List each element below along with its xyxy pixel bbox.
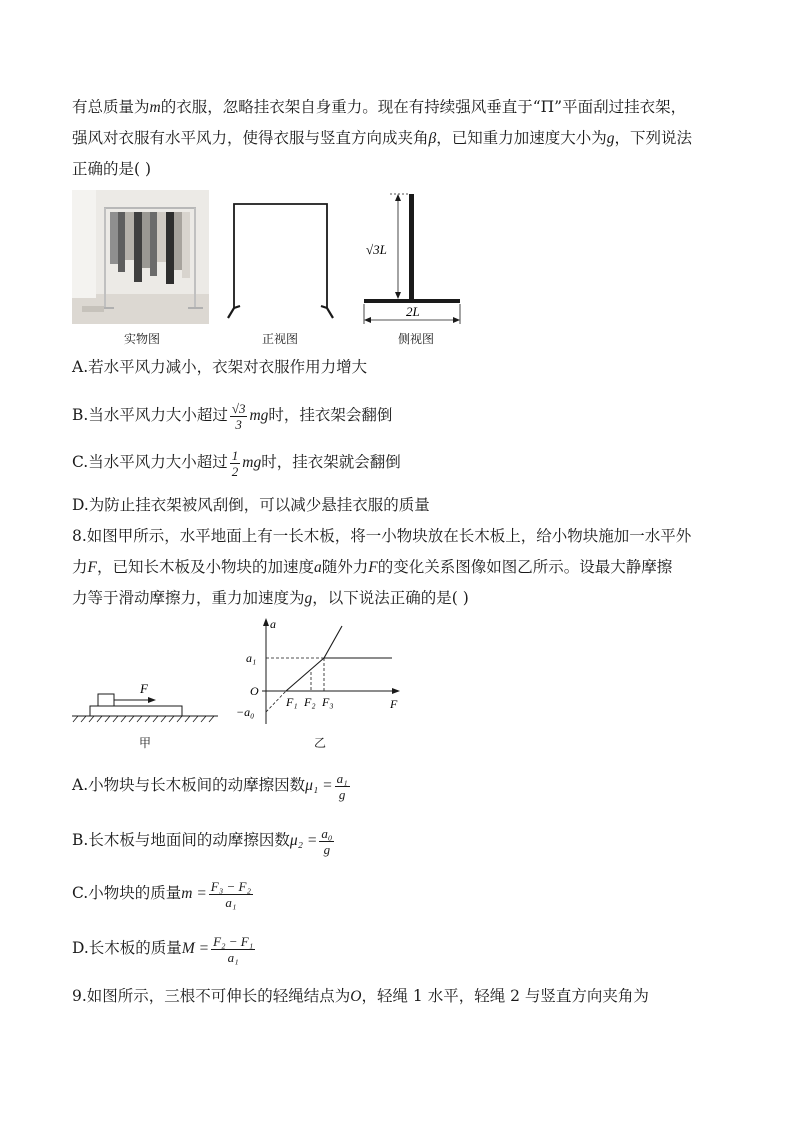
fraction: [319, 826, 334, 857]
math-g: g: [304, 590, 313, 607]
denominator: a₁: [227, 949, 239, 965]
width-label: 2L: [406, 304, 420, 319]
tick-F3: F₃: [322, 695, 334, 709]
block-on-board-diagram: [72, 676, 218, 724]
acceleration-force-graph: [232, 614, 410, 726]
front-view-diagram: [224, 196, 336, 326]
q7-option-a: A.若水平风力减小，衣架对衣服作用力增大: [72, 358, 368, 376]
math-mg: mg: [249, 407, 269, 424]
q8-stem-line-3: [72, 588, 469, 609]
numerator: F₃ − F₂: [210, 878, 251, 894]
text: 力: [72, 558, 88, 576]
q8-option-c: [72, 878, 255, 910]
math-beta: β: [428, 130, 437, 147]
denominator: 2: [231, 463, 239, 479]
text: C.小物块的质量: [72, 884, 182, 902]
axis-label-a: a: [270, 617, 276, 631]
tick-F1: F₁: [286, 695, 298, 709]
text: ，已知长木板及小物块的加速度: [96, 558, 314, 576]
math-mu1: μ₁ =: [305, 777, 333, 794]
caption-front-view: 正视图: [261, 332, 298, 346]
text: A.小物块与长木板间的动摩擦因数: [72, 776, 306, 794]
q7-stem-line-2: [72, 128, 692, 149]
caption-photo: 实物图: [123, 332, 160, 346]
numerator: 1: [231, 447, 239, 463]
math-mg: mg: [242, 454, 262, 471]
math-g: g: [606, 130, 615, 147]
q7-option-d: D.为防止挂衣架被风刮倒，可以减少悬挂衣服的质量: [72, 496, 430, 514]
side-view-diagram: [362, 190, 468, 328]
fraction: [209, 879, 253, 910]
caption-side-view: 侧视图: [397, 332, 434, 346]
caption-jia: 甲: [138, 736, 151, 750]
text: ，下列说法: [614, 129, 693, 147]
text: B.当水平风力大小超过: [72, 406, 228, 424]
text: 时，挂衣架会翻倒: [268, 406, 393, 424]
tick-F2: F₂: [304, 695, 316, 709]
math-M: M =: [181, 940, 210, 957]
q8-stem-line-2: [72, 557, 672, 578]
text: ，轻绳 1 水平，轻绳 2 与竖直方向夹角为: [361, 987, 649, 1005]
q8-option-d: [72, 933, 257, 965]
text: 时，挂衣架就会翻倒: [261, 453, 401, 471]
fraction: [230, 401, 248, 432]
text: 的变化关系图像如图乙所示。设最大静摩擦: [377, 558, 673, 576]
q7-option-c: [72, 447, 401, 479]
force-label: F: [140, 681, 148, 696]
text: ，以下说法正确的是( ): [312, 589, 469, 607]
text: 9.如图所示，三根不可伸长的轻绳结点为: [72, 987, 351, 1005]
q8-stem-line-1: 8.如图甲所示，水平地面上有一长木板，将一小物块放在长木板上，给小物块施加一水平外: [72, 527, 692, 545]
math-m: m =: [181, 885, 207, 902]
q9-stem-line-1: [72, 986, 649, 1007]
numerator: F₂ − F₁: [213, 933, 254, 949]
q8-option-b: [72, 825, 336, 857]
math-O: O: [350, 988, 362, 1005]
math-F: F: [87, 559, 97, 576]
denominator: g: [323, 841, 331, 857]
q7-option-b: [72, 400, 392, 432]
text: 有总质量为: [72, 98, 150, 116]
text: B.长木板与地面间的动摩擦因数: [72, 831, 290, 849]
text: 力等于滑动摩擦力，重力加速度为: [72, 589, 305, 607]
caption-yi: 乙: [313, 736, 326, 750]
tick-a1: a₁: [246, 651, 257, 665]
height-label: √3L: [366, 242, 387, 257]
denominator: a₁: [225, 894, 237, 910]
clothes-rack-photo: [72, 190, 209, 324]
text: 随外力: [321, 558, 369, 576]
tick-neg-a0: −a₀: [236, 705, 255, 719]
math-a: a: [314, 559, 322, 576]
fraction: [335, 771, 350, 802]
denominator: g: [338, 786, 346, 802]
text: D.长木板的质量: [72, 939, 182, 957]
numerator: √3: [231, 400, 246, 416]
fraction: [211, 934, 255, 965]
origin-label: O: [250, 684, 259, 698]
text: 强风对衣服有水平风力，使得衣服与竖直方向成夹角: [72, 129, 429, 147]
math-mu2: μ₂ =: [289, 832, 318, 849]
axis-label-F: F: [390, 697, 398, 711]
fraction: [230, 448, 241, 479]
q7-stem-line-1: [72, 97, 686, 118]
q7-stem-line-3: 正确的是( ): [72, 160, 152, 178]
text: 的衣服，忽略挂衣架自身重力。现在有持续强风垂直于“Π”平面刮过挂衣架，: [160, 98, 687, 116]
text: C.当水平风力大小超过: [72, 453, 228, 471]
math-m: m: [149, 99, 161, 116]
math-F: F: [368, 559, 378, 576]
numerator: a₁: [336, 770, 348, 786]
numerator: a₀: [321, 825, 333, 841]
text: ，已知重力加速度大小为: [436, 129, 607, 147]
denominator: 3: [235, 416, 242, 432]
q8-option-a: [72, 770, 352, 802]
